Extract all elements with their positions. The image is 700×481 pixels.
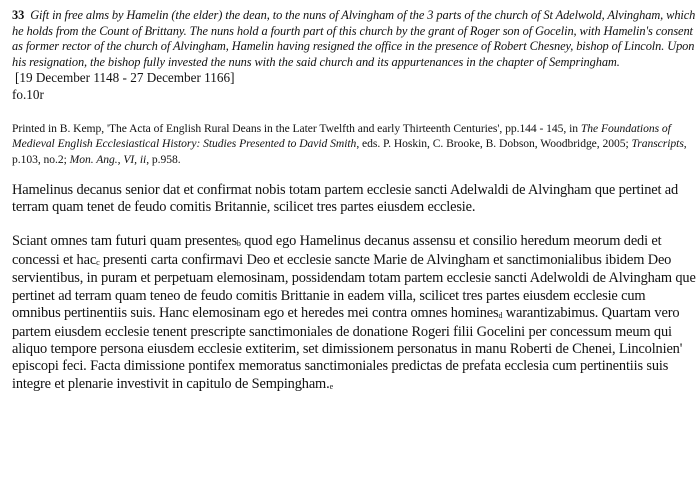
printed-reference	[12, 121, 696, 168]
footnote-mark-e: e	[329, 381, 333, 391]
charter-summary	[12, 8, 696, 70]
printed-editors: , eds. P. Hoskin, C. Brooke, B. Dobson, Woodbridge, 2005;	[356, 137, 632, 151]
mon-ang-reference: , p.958.	[146, 153, 181, 167]
charter-summary-text: Gift in free alms by Hamelin (the elder) the dean, to the nuns of Alvingham of the 3 parts of the church of St Adelwold, Alvingham, which he holds from the Count of Brittany. The nuns hold a fourth part of this church by the grant of Roger son of Gocelin, with Hamelin's consent as former rector of the church of Alvingham, Hamelin having resigned the office in the presence of Robert Chesney, bishop of Lincoln. Upon his resignation, the bishop fully invested the nuns with the said church and its appurtenances in the chapter of Sempringham.	[12, 8, 696, 69]
printed-prefix: Printed in B. Kemp, 'The Acta of English Rural Deans in the Later Twelfth and early Thirteenth Centuries', pp.144 - 145, in	[12, 121, 581, 135]
folio-reference: fo.10r	[12, 86, 44, 102]
latin-abstract: Hamelinus decanus senior dat et confirmat nobis totam partem ecclesie sancti Adelwaldi de Alvingham que pertinet ad terram quam tenet de feudo comitis Britannie, scilicet tres partes eiusdem ecclesie.	[12, 181, 679, 216]
charter-text-part-d: warantizabimus. Quartam vero partem eiusdem ecclesie tenent prescripte sanctimoniales de donatione Rogeri filii Gocelini per concessum meum qui aliquo tempore persona eiusdem ecclesie extiterim, set dimissionem personatus in manu Roberti de Chenei, Lincolnien' episcopi feci. Facta dimissione pontifex memoratus sanctimoniales predictas de prefata ecclesia cum pertinentiis suis integre et plenarie investivit in capitulo de Sempingham.	[12, 305, 683, 392]
book-title: The Foundations of Medieval English Ecclesiastical History: Studies Presented to David Smith	[12, 121, 671, 151]
footnote-mark-b: b	[236, 239, 241, 249]
charter-text-part-a: Sciant omnes tam futuri quam presentes	[12, 233, 237, 250]
charter-date: [19 December 1148 - 27 December 1166]	[15, 70, 235, 86]
document-page	[12, 8, 696, 394]
charter-text-part-b: quod ego Hamelinus decanus assensu et consilio heredum meorum dedi et concessi et hac	[12, 233, 662, 268]
latin-charter-text	[12, 233, 696, 394]
footnote-mark-c: c	[96, 257, 100, 267]
transcripts-reference: , p.103, no.2;	[12, 137, 687, 167]
footnote-mark-d: d	[498, 311, 503, 321]
transcripts-title: Transcripts	[631, 137, 684, 151]
mon-ang-title: Mon. Ang., VI, ii	[69, 153, 147, 167]
charter-number: 33	[12, 8, 25, 22]
charter-text-part-c: presenti carta confirmavi Deo et ecclesie sancte Marie de Alvingham et sanctimonialibus ibidem Deo servientibus, in puram et perpetuam elemosinam, possidendam totam partem ecclesie sancti Adelwoldi de Alvingham que pertinet ad terram quam teneo de feudo comitis Brittanie in eadem villa, scilicet tres partes eiusdem ecclesie cum omnibus pertinentiis suis. Hanc elemosinam ego et heredes mei contra omnes homines	[12, 251, 696, 322]
